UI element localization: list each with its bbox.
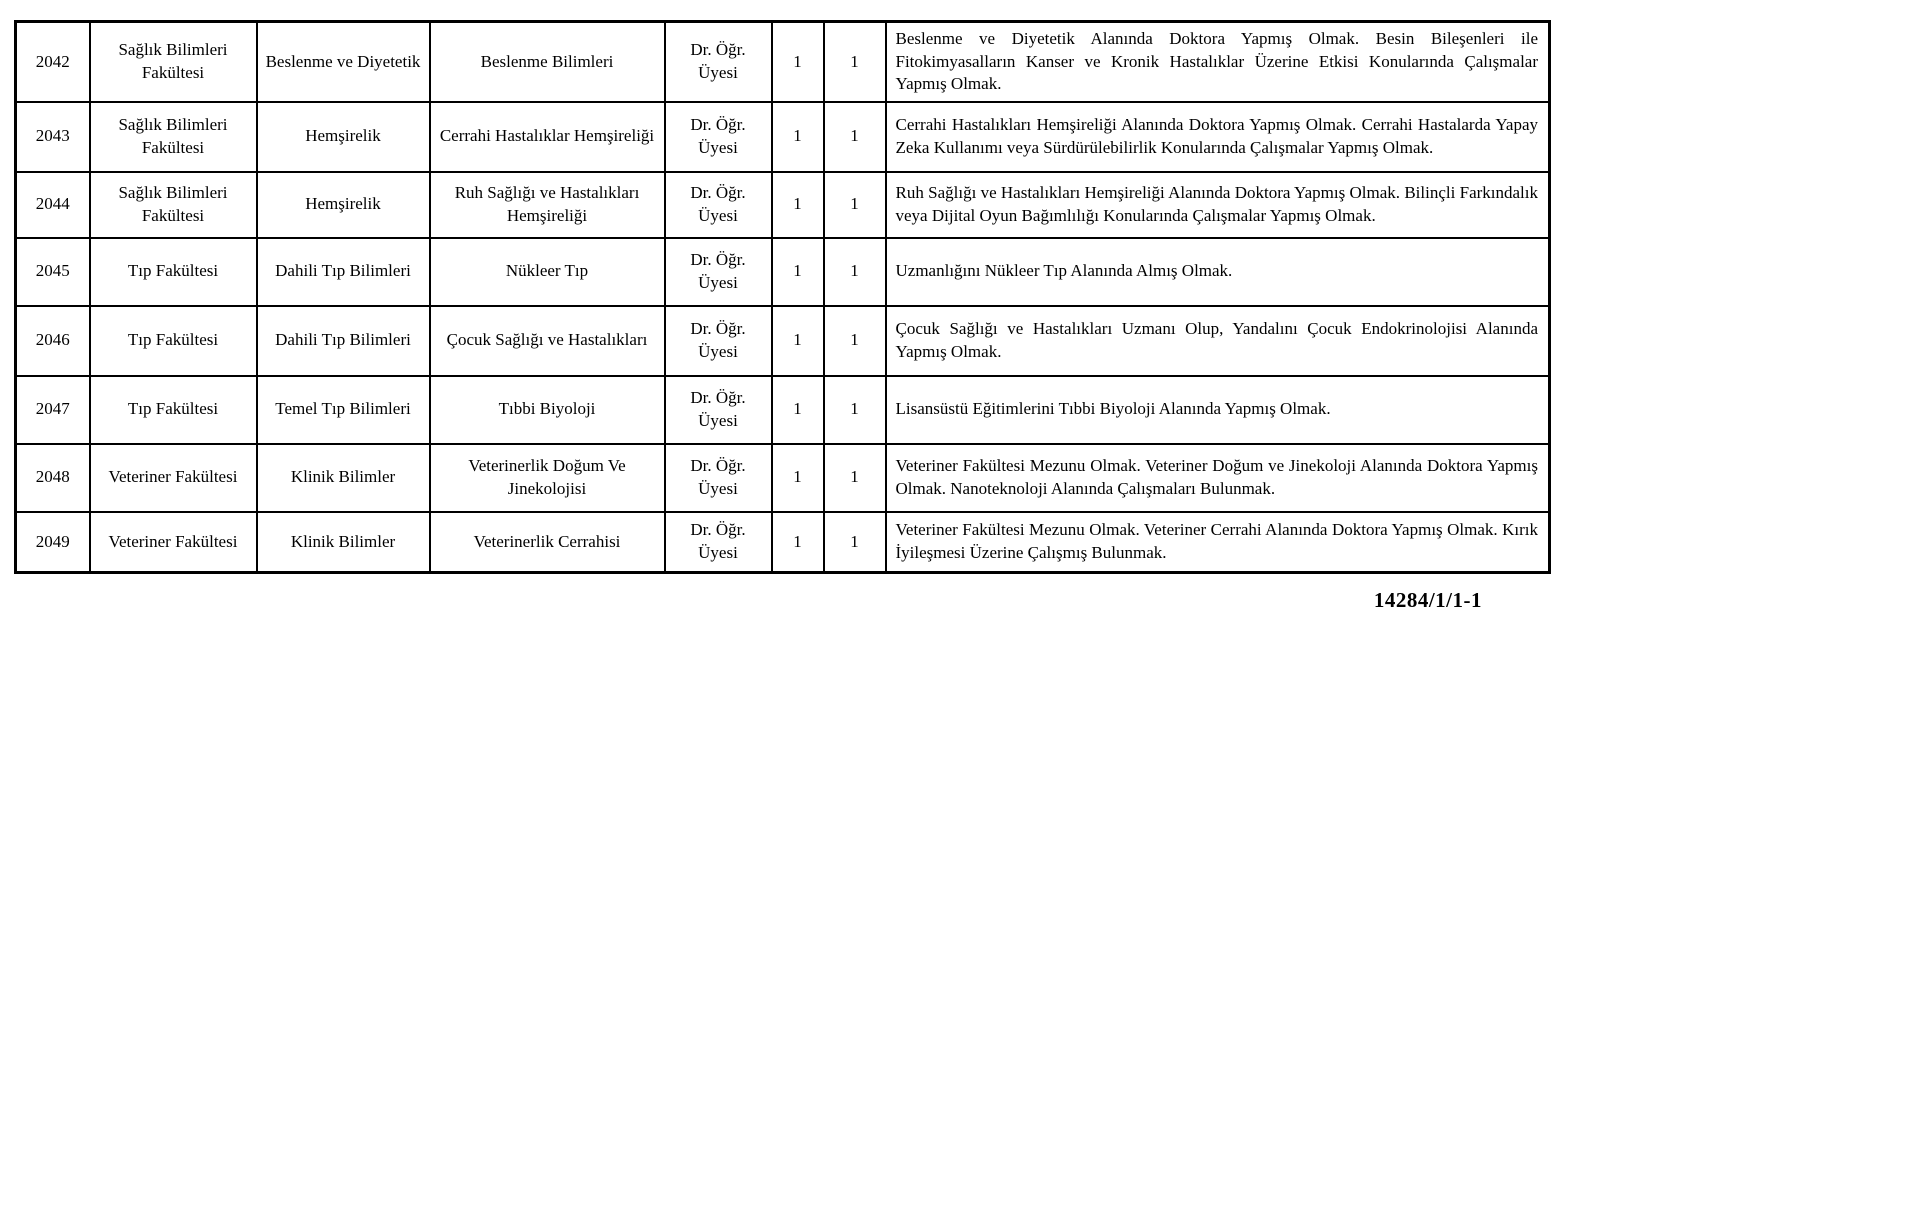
cell-position-id: 2044 bbox=[16, 172, 90, 238]
table-row bbox=[16, 306, 1550, 376]
cell-department: Hemşirelik bbox=[257, 102, 430, 172]
cell-requirements: Lisansüstü Eğitimlerini Tıbbi Biyoloji Alanında Yapmış Olmak. bbox=[886, 376, 1550, 444]
cell-requirements: Veteriner Fakültesi Mezunu Olmak. Veteriner Doğum ve Jinekoloji Alanında Doktora Yapmış Olmak. Nanoteknoloji Alanında Çalışmaları Bulunmak. bbox=[886, 444, 1550, 512]
cell-academic-title: Dr. Öğr. Üyesi bbox=[665, 238, 772, 306]
cell-faculty: Veteriner Fakültesi bbox=[90, 512, 257, 573]
cell-faculty: Veteriner Fakültesi bbox=[90, 444, 257, 512]
cell-department: Klinik Bilimler bbox=[257, 444, 430, 512]
table-row bbox=[16, 512, 1550, 573]
cell-academic-title: Dr. Öğr. Üyesi bbox=[665, 444, 772, 512]
table-row bbox=[16, 102, 1550, 172]
cell-program: Cerrahi Hastalıklar Hemşireliği bbox=[430, 102, 665, 172]
cell-academic-title: Dr. Öğr. Üyesi bbox=[665, 376, 772, 444]
cell-quota-grade: 1 bbox=[772, 238, 824, 306]
cell-quota-count: 1 bbox=[824, 238, 886, 306]
cell-department: Dahili Tıp Bilimleri bbox=[257, 306, 430, 376]
table-row bbox=[16, 376, 1550, 444]
cell-department: Klinik Bilimler bbox=[257, 512, 430, 573]
cell-quota-count: 1 bbox=[824, 376, 886, 444]
cell-quota-grade: 1 bbox=[772, 172, 824, 238]
cell-position-id: 2045 bbox=[16, 238, 90, 306]
table-row bbox=[16, 172, 1550, 238]
cell-position-id: 2047 bbox=[16, 376, 90, 444]
cell-program: Çocuk Sağlığı ve Hastalıkları bbox=[430, 306, 665, 376]
cell-quota-grade: 1 bbox=[772, 102, 824, 172]
cell-quota-grade: 1 bbox=[772, 306, 824, 376]
cell-program: Tıbbi Biyoloji bbox=[430, 376, 665, 444]
cell-requirements: Ruh Sağlığı ve Hastalıkları Hemşireliği Alanında Doktora Yapmış Olmak. Bilinçli Farkındalık veya Dijital Oyun Bağımlılığı Konularında Çalışmalar Yapmış Olmak. bbox=[886, 172, 1550, 238]
cell-quota-count: 1 bbox=[824, 102, 886, 172]
cell-program: Nükleer Tıp bbox=[430, 238, 665, 306]
cell-requirements: Beslenme ve Diyetetik Alanında Doktora Yapmış Olmak. Besin Bileşenleri ile Fitokimyasalların Kanser ve Kronik Hastalıklar Üzerine Etkisi Konularında Çalışmalar Yapmış Olmak. bbox=[886, 22, 1550, 102]
cell-quota-count: 1 bbox=[824, 306, 886, 376]
cell-quota-grade: 1 bbox=[772, 512, 824, 573]
cell-faculty: Tıp Fakültesi bbox=[90, 306, 257, 376]
cell-quota-grade: 1 bbox=[772, 22, 824, 102]
cell-faculty: Sağlık Bilimleri Fakültesi bbox=[90, 22, 257, 102]
cell-quota-count: 1 bbox=[824, 172, 886, 238]
cell-position-id: 2042 bbox=[16, 22, 90, 102]
cell-faculty: Tıp Fakültesi bbox=[90, 376, 257, 444]
table-row bbox=[16, 22, 1550, 102]
cell-department: Hemşirelik bbox=[257, 172, 430, 238]
cell-academic-title: Dr. Öğr. Üyesi bbox=[665, 172, 772, 238]
cell-department: Temel Tıp Bilimleri bbox=[257, 376, 430, 444]
faculty-positions-table bbox=[14, 20, 1551, 574]
gazette-reference-number: 14284/1/1-1 bbox=[1373, 588, 1482, 612]
cell-program: Beslenme Bilimleri bbox=[430, 22, 665, 102]
table-row bbox=[16, 444, 1550, 512]
cell-faculty: Sağlık Bilimleri Fakültesi bbox=[90, 102, 257, 172]
cell-position-id: 2046 bbox=[16, 306, 90, 376]
cell-academic-title: Dr. Öğr. Üyesi bbox=[665, 306, 772, 376]
cell-quota-count: 1 bbox=[824, 512, 886, 573]
cell-academic-title: Dr. Öğr. Üyesi bbox=[665, 512, 772, 573]
cell-academic-title: Dr. Öğr. Üyesi bbox=[665, 102, 772, 172]
cell-department: Dahili Tıp Bilimleri bbox=[257, 238, 430, 306]
cell-requirements: Uzmanlığını Nükleer Tıp Alanında Almış Olmak. bbox=[886, 238, 1550, 306]
cell-program: Ruh Sağlığı ve Hastalıkları Hemşireliği bbox=[430, 172, 665, 238]
cell-requirements: Veteriner Fakültesi Mezunu Olmak. Veteriner Cerrahi Alanında Doktora Yapmış Olmak. Kırık İyileşmesi Üzerine Çalışmış Bulunmak. bbox=[886, 512, 1550, 573]
cell-academic-title: Dr. Öğr. Üyesi bbox=[665, 22, 772, 102]
cell-quota-grade: 1 bbox=[772, 376, 824, 444]
cell-program: Veterinerlik Doğum Ve Jinekolojisi bbox=[430, 444, 665, 512]
cell-position-id: 2049 bbox=[16, 512, 90, 573]
cell-position-id: 2048 bbox=[16, 444, 90, 512]
table-row bbox=[16, 238, 1550, 306]
cell-quota-count: 1 bbox=[824, 22, 886, 102]
cell-quota-count: 1 bbox=[824, 444, 886, 512]
cell-requirements: Çocuk Sağlığı ve Hastalıkları Uzmanı Olup, Yandalını Çocuk Endokrinolojisi Alanında Yapmış Olmak. bbox=[886, 306, 1550, 376]
cell-department: Beslenme ve Diyetetik bbox=[257, 22, 430, 102]
cell-position-id: 2043 bbox=[16, 102, 90, 172]
cell-faculty: Sağlık Bilimleri Fakültesi bbox=[90, 172, 257, 238]
cell-program: Veterinerlik Cerrahisi bbox=[430, 512, 665, 573]
cell-requirements: Cerrahi Hastalıkları Hemşireliği Alanında Doktora Yapmış Olmak. Cerrahi Hastalarda Yapay Zeka Kullanımı veya Sürdürülebilirlik Konularında Çalışmalar Yapmış Olmak. bbox=[886, 102, 1550, 172]
cell-quota-grade: 1 bbox=[772, 444, 824, 512]
cell-faculty: Tıp Fakültesi bbox=[90, 238, 257, 306]
